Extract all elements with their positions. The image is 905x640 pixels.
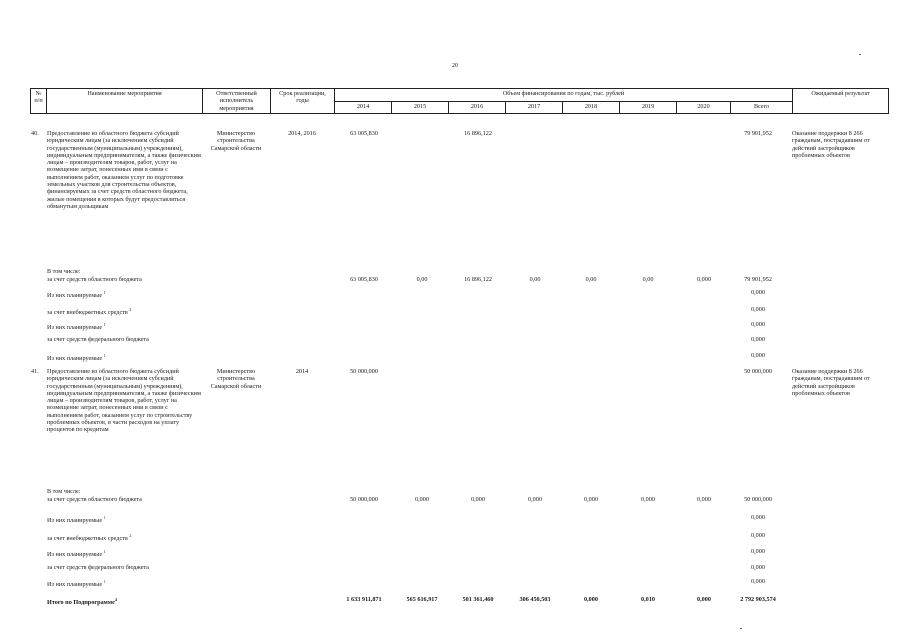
item-responsible: Министерство строительства Самарской области: [210, 368, 262, 390]
item-term: 2014, 2016: [288, 130, 316, 137]
item-total: 50 000,000: [744, 368, 772, 375]
item-number: 40.: [31, 130, 39, 137]
grand-total-value: 2 792 903,574: [740, 596, 776, 603]
item-total: 79 901,952: [744, 130, 772, 137]
header-term: Срок реализации, годы: [271, 89, 335, 114]
header-year: 2017: [506, 101, 563, 114]
table-body: 40. Предоставление из областного бюджета субсидий юридическим лицам (за исключением субсидий государственным (муниципальным) учреждениям), индивидуальным предпринимателям, а также физическим лицам – производителям товаров, работ, услуг на возмещение затрат, понесенных ими в связи с выполнением работ, оказанием услуг по подготовке земельных участков для строительства объектов, финансируемых за счет средств областного бюджета, жилые помещения в которых будут предоставляться обманутым дольщикам Министерство строительства Самарской области 2014, 2016 63 005,830 16 896,122 79 901,952 Оказание поддержки 8 266 гражданам, пострадавшим от действий застройщиков проблемных объектов В том числе: за счет средств областного бюджета 63 005,830 0,00 16 896,122 0,00 0,00 0,00 0,000 79 901,952 Из них планируемые $^1$ 0,000 за счет внебюджетных средств $^2$ 0,000 Из них планируемые $^1$ 0,000 за счет средств федерального бюджета 0,000 Из них планируемые $^1$ 0,000 41. Предоставление из областного бюджета субсидий юридическим лицам (за исключением субсидий государственным (муниципальным) учреждениям), индивидуальным предпринимателям, а также физическим лицам – производителям товаров, работ, услуг на возмещение затрат, понесенных ими в связи с выполнением работ, оказанием услуг по строительству проблемных объектов, в части расходов на уплату процентов по кредитам Министерство строительства Самарской области 2014 50 000,000 50 000,000 Оказание поддержки 8 266 гражданам, пострадавшим от действий застройщиков проблемных объектов В том числе: за счет средств областного бюджета 50 000,000 0,000 0,000 0,000 0,000 0,000 0,000 50 000,000 Из них планируемые $^1$ 0,000 за счет внебюджетных средств $^2$ 0,000 Из них планируемые $^1$ 0,000 за счет средств федерального бюджета 0,000 Из них планируемые $^1$ 0,000 Итого по Подпрограмме$^4$ 1 633 911,871 565 616,917 501 361,460 306 450,503 0,000 0,010 0,000 2 792 903,574: [30, 130, 888, 610]
header-year: 2015: [392, 101, 449, 114]
header-funding: Объем финансирования по годам, тыс. рублей: [335, 89, 793, 102]
item-term: 2014: [295, 368, 309, 375]
header-total: Всего: [731, 101, 793, 114]
item-value-2014: 63 005,830: [350, 130, 378, 137]
grand-total-label: Итого по Подпрограмме: [47, 599, 115, 607]
header-name: Наименование мероприятия: [47, 89, 203, 114]
item-number: 41.: [31, 368, 39, 375]
header-table: [30, 88, 889, 114]
header-result: Ожидаемый результат: [793, 89, 889, 114]
item-result: Оказание поддержки 8 266 гражданам, пострадавшим от действий застройщиков проблемных объектов: [792, 130, 870, 159]
item-value-2016: 16 896,122: [464, 130, 492, 137]
item-value-2014: 50 000,000: [350, 368, 378, 375]
scan-speck: [740, 628, 742, 629]
header-responsible: Ответственный исполнитель мероприятия: [203, 89, 271, 114]
scan-speck: [859, 54, 861, 55]
page-number: 20: [452, 63, 458, 69]
item-name: Предоставление из областного бюджета субсидий юридическим лицам (за исключением субсидий государственным (муниципальным) учреждениям), индивидуальным предпринимателям, а также физическим лицам – производителям товаров, работ, услуг на возмещение затрат, понесенных ими в связи с выполнением работ, оказанием услуг по строительству проблемных объектов, в части расходов на уплату процентов по кредитам: [47, 368, 201, 434]
item-responsible: Министерство строительства Самарской области: [210, 130, 262, 152]
header-year: 2016: [449, 101, 506, 114]
item-name: Предоставление из областного бюджета субсидий юридическим лицам (за исключением субсидий государственным (муниципальным) учреждениям), индивидуальным предпринимателям, а также физическим лицам – производителям товаров, работ, услуг на возмещение затрат, понесенных ими в связи с выполнением работ, оказанием услуг по подготовке земельных участков для строительства объектов, финансируемых за счет средств областного бюджета, жилые помещения в которых будут предоставляться обманутым дольщикам: [47, 130, 201, 210]
header-year: 2018: [563, 101, 620, 114]
header-year: 2020: [677, 101, 731, 114]
header-num: № п/п: [31, 89, 47, 114]
header-year: 2014: [335, 101, 392, 114]
item-result: Оказание поддержки 8 266 гражданам, пострадавшим от действий застройщиков проблемных объектов: [792, 368, 870, 397]
header-year: 2019: [620, 101, 677, 114]
